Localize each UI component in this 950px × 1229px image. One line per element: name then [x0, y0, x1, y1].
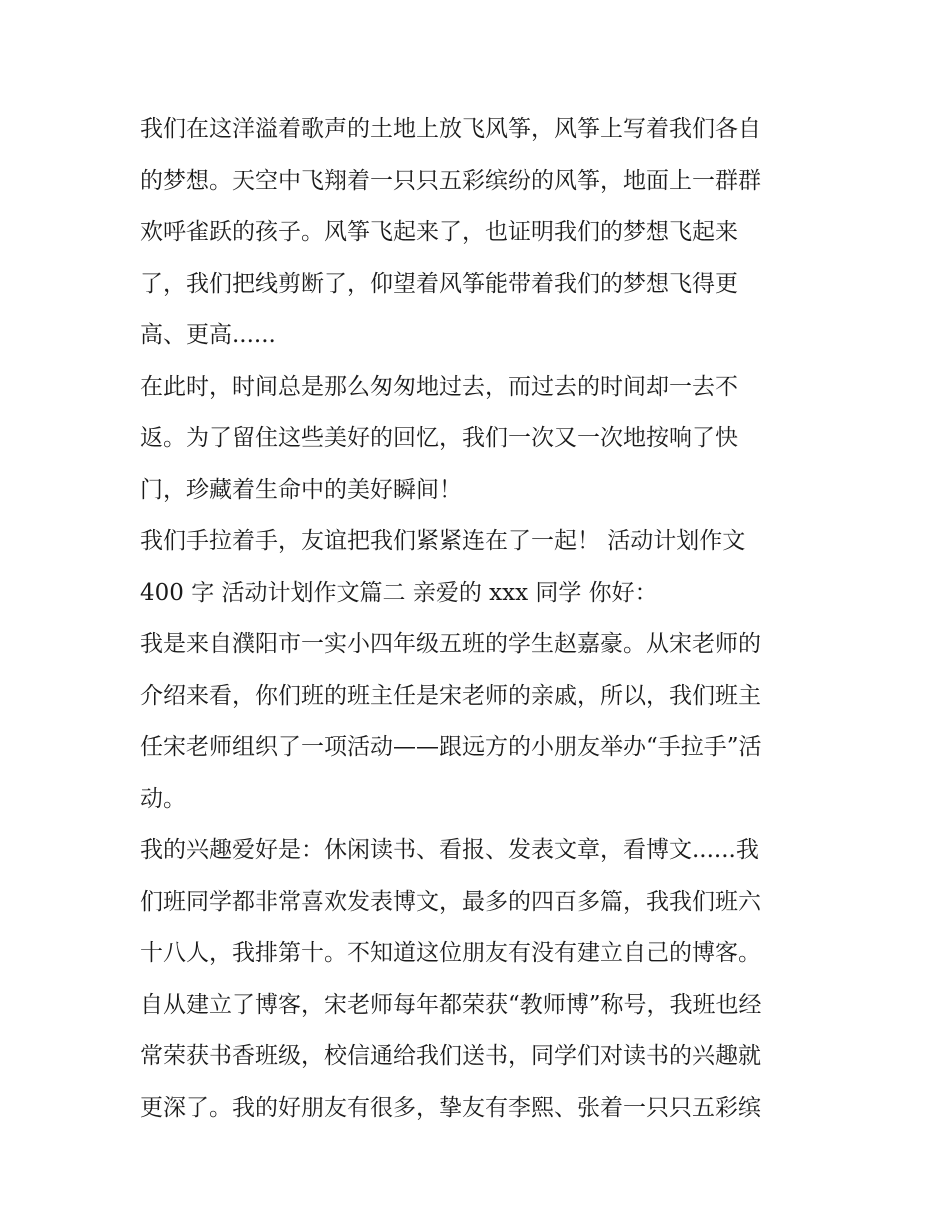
text-line: 欢呼雀跃的孩子。风筝飞起来了，也证明我们的梦想飞起来 [140, 219, 738, 245]
text-line: 十八人，我排第十。不知道这位朋友有没有建立自己的博客。 [140, 940, 761, 966]
text-line: 返。为了留住这些美好的回忆，我们一次又一次地按响了快 [140, 425, 738, 451]
text-line: 我们手拉着手，友谊把我们紧紧连在了一起！ 活动计划作文 [140, 528, 746, 554]
text-line: 门，珍藏着生命中的美好瞬间！ [140, 476, 462, 503]
text-line: 我们在这洋溢着歌声的土地上放飞风筝，风筝上写着我们各自 [140, 116, 761, 142]
body-text [140, 104, 820, 1134]
text-line: 自从建立了博客，宋老师每年都荣获“教师博”称号，我班也经 [140, 991, 762, 1018]
text-line: 我的兴趣爱好是：休闲读书、看报、发表文章，看博文......我 [140, 837, 759, 863]
text-line: 我是来自濮阳市一实小四年级五班的学生赵嘉豪。从宋老师的 [140, 631, 761, 657]
text-line: 在此时，时间总是那么匆匆地过去，而过去的时间却一去不 [140, 373, 738, 400]
text-line: 400 字 活动计划作文篇二 亲爱的 xxx 同学 你好： [140, 579, 658, 606]
text-line: 介绍来看，你们班的班主任是宋老师的亲戚，所以，我们班主 [140, 682, 761, 709]
text-line: 高、更高...... [140, 322, 276, 348]
text-line: 的梦想。天空中飞翔着一只只五彩缤纷的风筝，地面上一群群 [140, 167, 761, 194]
text-line: 了，我们把线剪断了，仰望着风筝能带着我们的梦想飞得更 [140, 270, 738, 297]
text-line: 更深了。我的好朋友有很多，挚友有李熙、张着一只只五彩缤 [140, 1094, 761, 1121]
text-line: 常荣获书香班级，校信通给我们送书，同学们对读书的兴趣就 [140, 1043, 761, 1069]
text-line: 任宋老师组织了一项活动——跟远方的小朋友举办“手拉手”活 [140, 734, 762, 760]
text-line: 们班同学都非常喜欢发表博文，最多的四百多篇，我我们班六 [140, 888, 761, 915]
text-line: 动。 [140, 785, 186, 812]
